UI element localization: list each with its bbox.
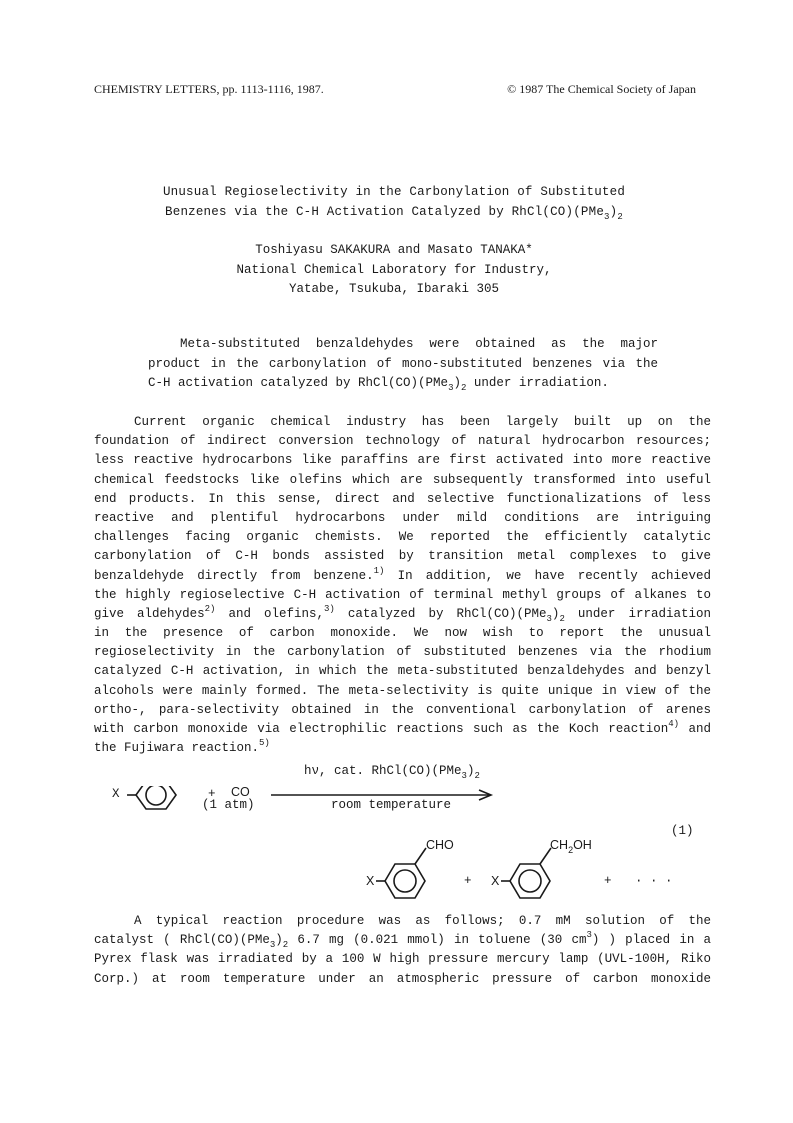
author-block [94,241,694,300]
journal-citation: CHEMISTRY LETTERS, pp. 1113-1116, 1987. [94,82,324,96]
affiliation-line-1: National Chemical Laboratory for Industry, [236,262,552,277]
author-names: Toshiyasu SAKAKURA and Masato TANAKA* [255,243,533,257]
reaction-scheme-1 [94,764,711,906]
reference-marker: 3) [324,603,335,614]
ring-outline [385,864,425,898]
co-reagent: CO [231,785,250,799]
body-line: the Fujiwara reaction.$^{5)}$ [94,738,270,756]
body-line: benzaldehyde directly from benzene.$^{1)}$ In addition, we have recently achieved [94,565,711,583]
abstract-line: product in the carbonylation of mono-substituted benzenes via the [148,356,658,371]
cho-bond [415,848,426,864]
ring-outline [510,864,550,898]
title-line-2: Benzenes via the C-H Activation Catalyzed by $RhCl(CO)(PMe_3)_2$ [165,205,623,222]
body-line: regioselectivity in the carbonylation of substituted benzenes via the rhodium [94,645,711,660]
body-line: end products. In this sense, direct and selective functionalizations of less [94,491,711,506]
aromatic-circle [519,870,541,892]
reference-marker: 4) [668,719,680,729]
abstract-line: C-H activation catalyzed by $RhCl(CO)(PMe_3)_2$ under irradiation. [148,376,609,393]
reference-marker: 2) [204,603,216,614]
plus-sign: + [604,874,612,888]
body-line: with carbon monoxide via electrophilic reactions such as the Koch reaction$^{4)}$ and [94,719,711,736]
copyright-notice: © 1987 The Chemical Society of Japan [507,82,696,96]
body-paragraph-1 [94,413,711,758]
body-line: catalyst ( $RhCl(CO)(PMe_3)_2$ 6.7 mg (0.021 mmol) in toluene (30 $cm^3$) ) placed in a [94,930,711,951]
body-line: foundation of indirect conversion technology of natural hydrocarbon resources; [94,434,711,449]
abstract [148,335,658,394]
substituent-x: X [112,787,120,801]
body-line: Corp.) at room temperature under an atmospheric pressure of carbon monoxide [94,971,711,986]
body-line: give aldehydes$^{2)}$ and olefins,$^{3)}$ catalyzed by $RhCl(CO)(PMe_3)_2$ under irradiation [94,603,711,624]
body-line: A typical reaction procedure was as follows; 0.7 mM solution of the [134,914,711,928]
running-header [94,82,696,100]
substituent-x: X [366,874,375,888]
body-line: alcohols were mainly formed. The meta-selectivity is quite unique in view of the [94,683,711,698]
body-line: ortho-, para-selectivity obtained in the conventional carbonylation of arenes [94,702,711,717]
arrow-condition-below: room temperature [331,798,452,812]
reference-marker: 1) [373,565,385,576]
equation-number: (1) [671,824,694,838]
body-line: the highly regioselective C-H activation of terminal methyl groups of alkanes to [94,587,711,602]
body-line: in the presence of carbon monoxide. We now wish to report the unusual [94,626,711,641]
plus-sign: + [208,787,216,801]
body-line: Pyrex flask was irradiated by a 100 W high pressure mercury lamp (UVL-100H, Riko [94,952,711,967]
affiliation-line-2: Yatabe, Tsukuba, Ibaraki 305 [288,282,500,296]
plus-sign: + [464,874,472,888]
abstract-line: Meta-substituted benzaldehydes were obtained as the major [180,337,658,351]
aromatic-circle [146,786,166,805]
hydroxymethyl-group: $CH_2OH$ [550,838,592,855]
arrow-condition-above: hν, cat. $RhCl(CO)(PMe_3)_2$ [304,764,480,781]
reference-marker: 5) [259,738,270,749]
body-line: challenges facing organic chemists. We reported the efficiently catalytic [94,530,711,545]
body-line: carbonylation of C-H bonds assisted by transition metal complexes to give [94,549,711,564]
body-line: catalyzed C-H activation, in which the meta-substituted benzaldehydes and benzyl [94,664,711,679]
title-line-1: Unusual Regioselectivity in the Carbonylation of Substituted [162,185,626,199]
aromatic-circle [394,870,416,892]
substituent-x: X [491,874,500,888]
co-pressure: (1 atm) [202,798,255,812]
benzene-ring-product-1 [376,848,426,898]
benzene-ring-product-2 [501,848,551,898]
article-title [94,182,694,222]
aldehyde-group: CHO [426,838,454,852]
body-line: Current organic chemical industry has been largely built up on the [134,415,711,429]
body-paragraph-2 [94,912,711,989]
body-line: chemical feedstocks like olefins which are subsequently transformed into useful [94,472,711,487]
body-line: less reactive hydrocarbons like paraffins are first activated into more reactive [94,453,711,468]
body-line: reactive and plentiful hydrocarbons under mild conditions are intriguing [94,510,711,525]
benzene-ring-reactant [127,786,176,809]
ellipsis: · · · [635,874,673,888]
